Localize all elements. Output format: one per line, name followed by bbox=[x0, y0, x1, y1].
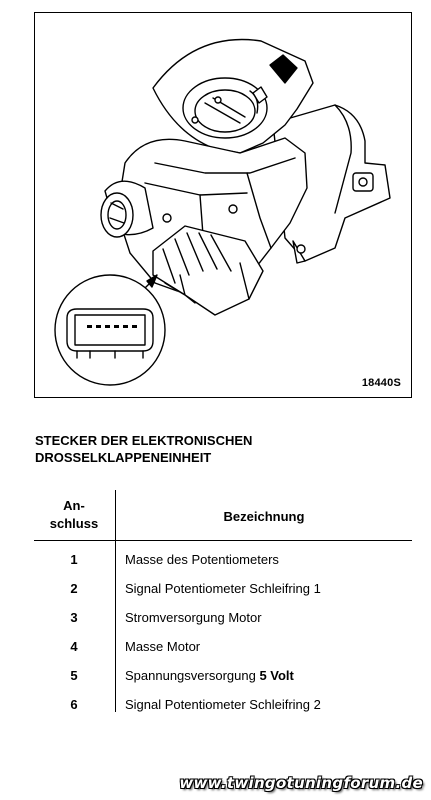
pin-description: Masse Motor bbox=[125, 639, 201, 654]
table-row bbox=[34, 603, 412, 632]
pin-assignment-table bbox=[34, 490, 412, 719]
title-line-2: DROSSELKLAPPENEINHEIT bbox=[35, 450, 212, 465]
table-row bbox=[34, 661, 412, 690]
pin-description: Signal Potentiometer Schleifring 1 bbox=[125, 581, 321, 596]
table-row bbox=[34, 574, 412, 603]
table-row bbox=[34, 545, 412, 574]
pin-number: 5 bbox=[70, 668, 78, 683]
header-connection-line-1: An- bbox=[63, 498, 85, 513]
header-description: Bezeichnung bbox=[223, 509, 305, 524]
pin-number: 4 bbox=[70, 639, 78, 654]
throttle-body-drawing bbox=[35, 13, 412, 398]
table-body bbox=[34, 541, 412, 719]
header-connection bbox=[34, 497, 114, 533]
pin-description: Spannungsversorgung 5 Volt bbox=[125, 668, 294, 683]
pin-description: Stromversorgung Motor bbox=[125, 610, 262, 625]
throttle-body-figure bbox=[34, 12, 412, 398]
table-row bbox=[34, 632, 412, 661]
site-watermark: www.twingotuningforum.de bbox=[179, 774, 423, 792]
figure-reference-number: 18440S bbox=[361, 377, 401, 389]
pin-number: 2 bbox=[70, 581, 78, 596]
title-line-1: STECKER DER ELEKTRONISCHEN bbox=[35, 433, 253, 448]
pin-description: Masse des Potentiometers bbox=[125, 552, 279, 567]
pin-number: 3 bbox=[70, 610, 78, 625]
pin-description: Signal Potentiometer Schleifring 2 bbox=[125, 697, 321, 712]
table-row bbox=[34, 690, 412, 719]
header-connection-line-2: schluss bbox=[49, 516, 99, 531]
page-title bbox=[35, 432, 415, 466]
pin-number: 6 bbox=[70, 697, 78, 712]
pin-number: 1 bbox=[70, 552, 78, 567]
table-header bbox=[34, 490, 412, 541]
